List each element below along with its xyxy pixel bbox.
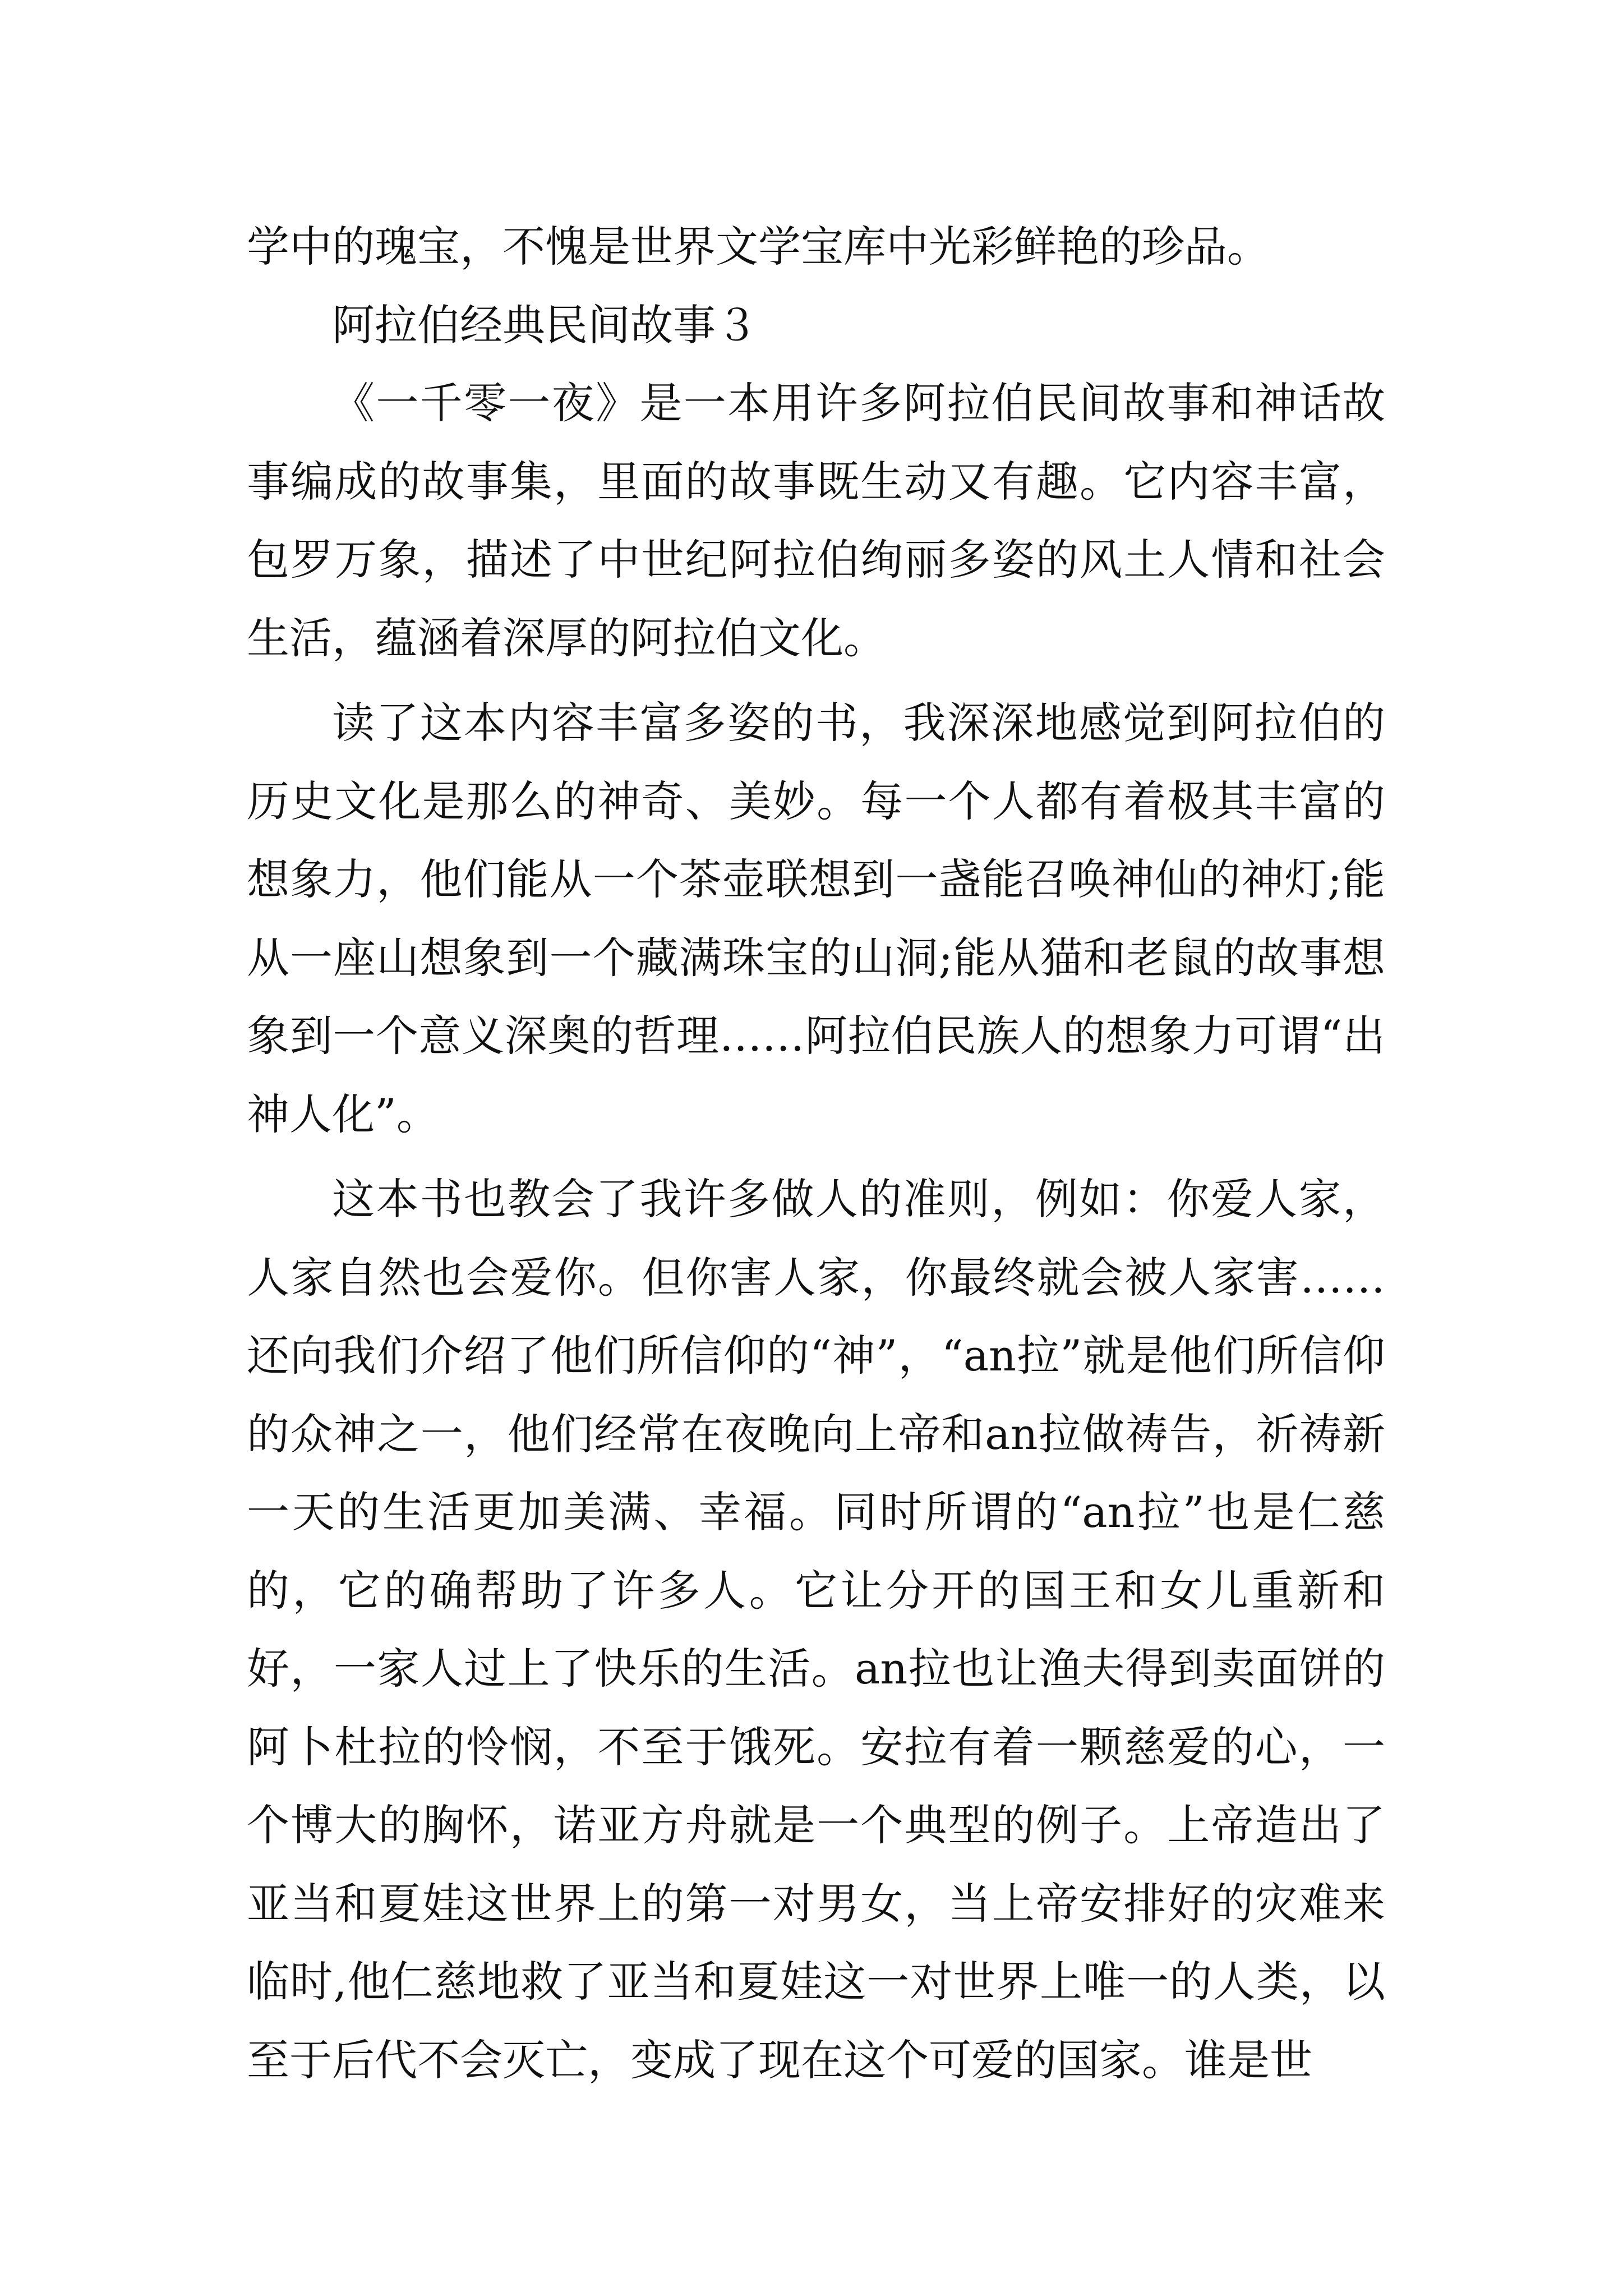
- document-body: [247, 208, 1385, 2099]
- paragraph-continuation: 学中的瑰宝，不愧是世界文学宝库中光彩鲜艳的珍品。: [247, 222, 1270, 272]
- paragraph-imagination: 读了这本内容丰富多姿的书，我深深地感觉到阿拉伯的历史文化是那么的神奇、美妙。每一个人都有着极其丰富的想象力，他们能从一个茶壶联想到一盏能召唤神仙的神灯;能从一座山想象到一个藏满珠宝的山洞;能从猫和老鼠的故事想象到一个意义深奥的哲理……阿拉伯民族人的想象力可谓“出神人化”。: [247, 698, 1385, 1139]
- paragraph-principles: 这本书也教会了我许多做人的准则，例如：你爱人家，人家自然也会爱你。但你害人家，你最终就会被人家害……还向我们介绍了他们所信仰的“神”，“an拉”就是他们所信仰的众神之一，他们经常在夜晚向上帝和an拉做祷告，祈祷新一天的生活更加美满、幸福。同时所谓的“an拉”也是仁慈的，它的确帮助了许多人。它让分开的国王和女儿重新和好，一家人过上了快乐的生活。an拉也让渔夫得到卖面饼的阿卜杜拉的怜悯，不至于饿死。安拉有着一颗慈爱的心，一个博大的胸怀，诺亚方舟就是一个典型的例子。上帝造出了亚当和夏娃这世界上的第一对男女，当上帝安排好的灾难来临时,他仁慈地救了亚当和夏娃这一对世界上唯一的人类，以至于后代不会灭亡，变成了现在这个可爱的国家。谁是世: [247, 1174, 1385, 2085]
- paragraph-intro: 《一千零一夜》是一本用许多阿拉伯民间故事和神话故事编成的故事集，里面的故事既生动又有趣。它内容丰富，包罗万象，描述了中世纪阿拉伯绚丽多姿的风土人情和社会生活，蕴涵着深厚的阿拉伯文化。: [247, 378, 1385, 663]
- section-heading: 阿拉伯经典民间故事３: [332, 300, 758, 350]
